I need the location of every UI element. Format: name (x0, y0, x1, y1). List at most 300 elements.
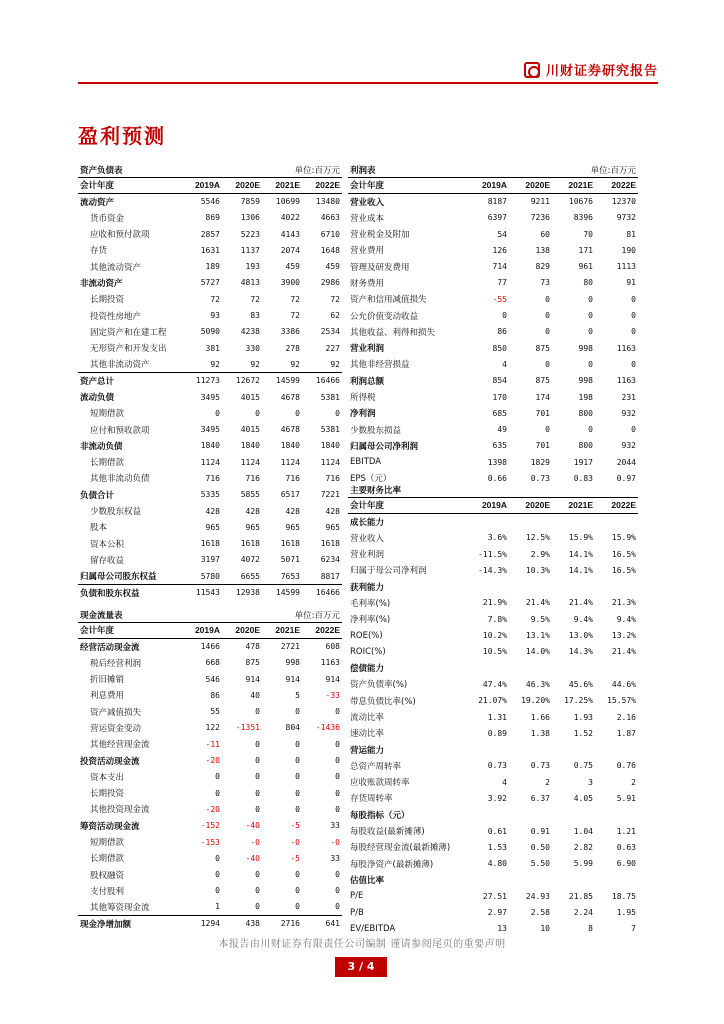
row-label: 每股指标（元） (350, 810, 410, 821)
row-label: ROIC(%) (350, 646, 386, 657)
cell-value: 227 (325, 343, 340, 353)
cell-value: 10.2% (482, 631, 507, 641)
cell-value: 428 (325, 506, 340, 516)
cell-value (466, 741, 509, 757)
row-label: 存货周转率 (350, 794, 393, 805)
table-row (348, 627, 638, 643)
cell-value: 3386 (280, 327, 300, 337)
cell-value: 0 (295, 804, 300, 814)
table-row (78, 487, 342, 503)
cell-value: 14599 (262, 373, 302, 389)
cell-value (552, 872, 595, 888)
row-label: 应收账款周转率 (350, 778, 410, 789)
table-row (78, 671, 342, 687)
cell-value: 1.21 (616, 826, 636, 836)
cell-value: 92 (210, 359, 220, 369)
cell-value: 13.2% (611, 631, 636, 641)
row-label: 公允价值变动收益 (350, 311, 419, 322)
row-label: 估值比率 (350, 875, 385, 886)
cell-value: 72 (290, 311, 300, 321)
cell-value: 1 (215, 902, 220, 912)
cell-value: 33 (330, 821, 340, 831)
cell-value: 875 (535, 376, 550, 386)
cell-value: -40 (245, 821, 260, 831)
cell-value: 1163 (320, 658, 340, 668)
cell-value: 914 (285, 674, 300, 684)
row-label: 偿债能力 (350, 664, 385, 675)
table-row (78, 552, 342, 568)
cell-value: 16466 (302, 584, 342, 600)
row-label: 流动资产 (80, 197, 115, 208)
cell-value (595, 741, 638, 757)
cell-value: 829 (535, 262, 550, 272)
cell-value: 716 (205, 473, 220, 483)
cell-value (466, 660, 509, 676)
row-label: 财务费用 (350, 278, 385, 289)
table-row (348, 611, 638, 627)
cell-value: 0.89 (487, 728, 507, 738)
table-title-row (348, 163, 638, 177)
cell-value: 1.95 (616, 908, 636, 918)
cell-value: -14.3% (478, 565, 507, 575)
cell-value: 10 (540, 924, 550, 934)
cell-value: 18.75 (611, 891, 636, 901)
cell-value: 0.63 (616, 842, 636, 852)
cell-value (509, 872, 552, 888)
row-label: 支付股利 (90, 886, 125, 897)
cell-value: 5546 (200, 197, 220, 207)
cell-value: 714 (492, 262, 507, 272)
cell-value: 5335 (200, 490, 220, 500)
row-label: 资本公积 (90, 539, 125, 550)
cell-value: 668 (205, 658, 220, 668)
cell-value: 0 (295, 772, 300, 782)
cell-value: -40 (245, 853, 260, 863)
cell-value: 5 (295, 690, 300, 700)
table-row (348, 790, 638, 806)
cell-value: 12370 (611, 197, 636, 207)
cell-value: 2 (631, 777, 636, 787)
cell-value: 11273 (182, 373, 222, 389)
row-label: 营业收入 (350, 197, 385, 208)
cell-value: 1917 (573, 457, 593, 467)
table-row (78, 340, 342, 356)
cell-value: 21.4% (611, 647, 636, 657)
cell-value: 716 (285, 473, 300, 483)
cell-value (509, 741, 552, 757)
cell-value: 4678 (280, 392, 300, 402)
cell-value: 875 (535, 343, 550, 353)
cell-value: 0 (588, 294, 593, 304)
cell-value: 965 (205, 522, 220, 532)
cell-value: 0 (295, 756, 300, 766)
cell-value: 21.07% (478, 696, 507, 706)
cell-value: 0 (295, 707, 300, 717)
row-label: 营业收入 (350, 533, 385, 544)
table-row (78, 915, 342, 931)
cell-value: 0 (631, 311, 636, 321)
table-unit: 单位:百万元 (552, 163, 638, 177)
cell-value: 21.85 (568, 891, 593, 901)
cell-value: 428 (285, 506, 300, 516)
cell-value: 5090 (200, 327, 220, 337)
cell-value: 1163 (616, 376, 636, 386)
cell-value: 0 (335, 870, 340, 880)
row-label: 非流动资产 (80, 278, 123, 289)
table-row (348, 725, 638, 741)
cell-value: 0.73 (487, 761, 507, 771)
cell-value: 7236 (530, 213, 550, 223)
row-label: 股权融资 (90, 870, 125, 881)
cell-value: 174 (535, 392, 550, 402)
cell-value: 9.4% (616, 614, 636, 624)
cell-value: 0 (255, 886, 260, 896)
cell-value: 189 (205, 262, 220, 272)
table-row (78, 785, 342, 801)
cell-value: 0 (335, 408, 340, 418)
cell-value: 138 (535, 245, 550, 255)
cell-value: 0 (335, 772, 340, 782)
table-row (348, 676, 638, 692)
cell-value: 0 (255, 408, 260, 418)
row-label: 资本支出 (90, 772, 125, 783)
page-number: 3 / 4 (335, 957, 387, 977)
table-row (348, 709, 638, 725)
cell-value: 0 (631, 359, 636, 369)
cell-value: 2022E (595, 177, 638, 193)
cell-value: -33 (325, 690, 340, 700)
cell-value: 1.53 (487, 842, 507, 852)
cell-value: 1618 (240, 539, 260, 549)
table-row (78, 210, 342, 226)
row-label: 会计年度 (78, 622, 182, 638)
cell-value: 5223 (240, 229, 260, 239)
cell-value: 55 (210, 707, 220, 717)
cell-value: 1.66 (530, 712, 550, 722)
cell-value: 0.50 (530, 842, 550, 852)
cell-value: 2721 (280, 642, 300, 652)
row-label: 资产和信用减值损失 (350, 295, 427, 306)
cell-value: 83 (250, 311, 260, 321)
table-row (78, 703, 342, 719)
cell-value (595, 660, 638, 676)
cell-value: 2019A (182, 177, 222, 193)
cell-value: 70 (583, 229, 593, 239)
table-row (78, 769, 342, 785)
cell-value: 92 (290, 359, 300, 369)
cell-value: 14.0% (525, 647, 550, 657)
cell-value: -20 (205, 804, 220, 814)
cell-value: 6234 (320, 555, 340, 565)
table-row (78, 275, 342, 291)
cell-value: 4143 (280, 229, 300, 239)
table-row (78, 226, 342, 242)
table-row (78, 801, 342, 817)
cell-value: 4813 (240, 278, 260, 288)
cell-value: 0 (215, 886, 220, 896)
cell-value: -153 (200, 837, 220, 847)
cashflow-statement (78, 608, 342, 932)
cell-value: 1631 (200, 245, 220, 255)
cell-value: 804 (285, 723, 300, 733)
row-label: 股本 (90, 523, 108, 534)
table-row (78, 584, 342, 600)
table-row (348, 373, 638, 389)
table-title-row (348, 483, 638, 497)
cell-value: 13.1% (525, 631, 550, 641)
cell-value: 21.4% (568, 598, 593, 608)
cell-value: 0.75 (573, 761, 593, 771)
cell-value: 7221 (320, 490, 340, 500)
cell-value: 60 (540, 229, 550, 239)
cell-value: 9732 (616, 213, 636, 223)
table-row (348, 741, 638, 757)
cell-value: 0 (295, 870, 300, 880)
cell-value: 0 (545, 311, 550, 321)
row-label: 投资性房地产 (90, 311, 142, 322)
cell-value: 0 (215, 853, 220, 863)
cell-value: 0 (335, 902, 340, 912)
cell-value (466, 872, 509, 888)
cell-value: 2074 (280, 245, 300, 255)
company-logo-icon (524, 62, 540, 78)
cell-value: 0 (295, 788, 300, 798)
cell-value: -55 (492, 294, 507, 304)
cell-value: 3.92 (487, 793, 507, 803)
header-row (78, 622, 342, 638)
cell-value: 0.83 (573, 473, 593, 483)
row-label: 其他收益、利得和损失 (350, 327, 436, 338)
cell-value: 21.3% (611, 598, 636, 608)
row-label: 总资产周转率 (350, 761, 402, 772)
page-header (78, 56, 658, 84)
cell-value: 278 (285, 343, 300, 353)
cell-value: 14599 (262, 584, 302, 600)
cell-value: 1.87 (616, 728, 636, 738)
table-row (348, 389, 638, 405)
cell-value: 8 (588, 924, 593, 934)
cell-value (595, 578, 638, 594)
cell-value: 5727 (200, 278, 220, 288)
cell-value: 716 (245, 473, 260, 483)
cell-value: 1618 (200, 539, 220, 549)
cell-value: 16466 (302, 373, 342, 389)
cell-value: 1618 (320, 539, 340, 549)
cell-value: 49 (497, 425, 507, 435)
cell-value: -5 (290, 853, 300, 863)
cell-value: 635 (492, 441, 507, 451)
table-row (78, 291, 342, 307)
cell-value: 15.9% (611, 533, 636, 543)
cell-value: 198 (578, 392, 593, 402)
table-row (348, 258, 638, 274)
cell-value: 0 (255, 870, 260, 880)
table-row (78, 373, 342, 389)
cell-value: 800 (578, 441, 593, 451)
cell-value: 4015 (240, 425, 260, 435)
row-label: 归属于母公司净利润 (350, 566, 427, 577)
table-row (348, 578, 638, 594)
cell-value: 14.3% (568, 647, 593, 657)
row-label: 净利率(%) (350, 615, 391, 626)
cell-value: 2.9% (530, 549, 550, 559)
cell-value: 1840 (200, 441, 220, 451)
row-label: 会计年度 (348, 497, 466, 513)
cell-value: 5.99 (573, 859, 593, 869)
cell-value: 4 (502, 777, 507, 787)
cell-value: 21.4% (525, 598, 550, 608)
row-label: ROE(%) (350, 630, 383, 641)
cell-value: 0 (588, 327, 593, 337)
cell-value: 932 (621, 441, 636, 451)
row-label: 其他经营现金流 (90, 740, 150, 751)
cell-value: 1466 (200, 642, 220, 652)
cell-value: 190 (621, 245, 636, 255)
row-label: 归属母公司净利润 (350, 441, 419, 452)
cell-value: 231 (621, 392, 636, 402)
row-label: 管理及研发费用 (350, 262, 410, 273)
cell-value: 0 (588, 359, 593, 369)
row-label: 负债和股东权益 (78, 584, 182, 600)
cell-value: 478 (245, 642, 260, 652)
cell-value: 0.66 (487, 473, 507, 483)
cell-value: 16.5% (611, 565, 636, 575)
cell-value: 2022E (302, 622, 342, 638)
table-title: 资产负债表 (78, 163, 262, 177)
row-label: 利息费用 (90, 691, 125, 702)
cell-value: 0.76 (616, 761, 636, 771)
row-label: 少数股东权益 (90, 507, 142, 518)
table-row (348, 660, 638, 676)
brand (524, 60, 658, 79)
cell-value: 0 (295, 739, 300, 749)
cell-value: 1648 (320, 245, 340, 255)
cell-value (595, 807, 638, 823)
cell-value: 3.6% (487, 533, 507, 543)
table-row (348, 421, 638, 437)
cell-value: 0 (215, 870, 220, 880)
cell-value: 9.5% (530, 614, 550, 624)
cell-value: 10699 (275, 197, 300, 207)
row-label: EPS（元） (350, 474, 392, 485)
cell-value: 54 (497, 229, 507, 239)
table-row (78, 324, 342, 340)
cell-value: 0 (545, 327, 550, 337)
cell-value: 0 (255, 788, 260, 798)
cell-value: 7.8% (487, 614, 507, 624)
cell-value (466, 807, 509, 823)
table-row (348, 291, 638, 307)
cell-value: 0 (295, 886, 300, 896)
cell-value: 2021E (552, 497, 595, 513)
table-row (348, 888, 638, 904)
cell-value: 15.57% (607, 696, 636, 706)
cell-value: 932 (621, 408, 636, 418)
cell-value: 701 (535, 441, 550, 451)
cell-value: 0 (215, 772, 220, 782)
cell-value: 0.73 (530, 761, 550, 771)
row-label: 负债合计 (80, 490, 115, 501)
cell-value: 2.16 (616, 712, 636, 722)
cell-value: 45.6% (568, 679, 593, 689)
cell-value: 10.5% (482, 647, 507, 657)
table-unit: 单位:百万元 (262, 163, 342, 177)
cell-value: 1.04 (573, 826, 593, 836)
table-row (78, 720, 342, 736)
header-row (348, 497, 638, 513)
cell-value: 2019A (466, 497, 509, 513)
cell-value: 1.31 (487, 712, 507, 722)
row-label: 每股收益(最新摊薄) (350, 827, 425, 838)
table-row (348, 693, 638, 709)
row-label: 营业税金及附加 (350, 230, 410, 241)
cell-value: 0 (255, 804, 260, 814)
cell-value: 171 (578, 245, 593, 255)
cell-value: 0.73 (530, 473, 550, 483)
cell-value: 0 (545, 294, 550, 304)
cell-value: 0 (502, 311, 507, 321)
cell-value: 21.9% (482, 598, 507, 608)
table-row (78, 389, 342, 405)
table-row (78, 193, 342, 209)
table-row (78, 834, 342, 850)
financial-ratios (348, 483, 638, 937)
table-row (78, 736, 342, 752)
cell-value: 2019A (182, 622, 222, 638)
row-label: P/E (350, 891, 364, 902)
row-label: 利润总额 (350, 376, 385, 387)
cell-value: -152 (200, 821, 220, 831)
table-row (348, 530, 638, 546)
row-label: 折旧摊销 (90, 675, 125, 686)
cell-value: 170 (492, 392, 507, 402)
cell-value: 998 (578, 376, 593, 386)
table-row (348, 307, 638, 323)
cell-value: 850 (492, 343, 507, 353)
table-row (348, 454, 638, 470)
cell-value: 0 (255, 739, 260, 749)
cell-value: 330 (245, 343, 260, 353)
row-label: 应付和预收款项 (90, 425, 150, 436)
cell-value: 1.38 (530, 728, 550, 738)
cell-value: 0 (631, 327, 636, 337)
cell-value: 1113 (616, 262, 636, 272)
cell-value: 2.24 (573, 908, 593, 918)
cell-value: 998 (285, 658, 300, 668)
cell-value: 0 (335, 756, 340, 766)
cell-value: 5855 (240, 490, 260, 500)
cell-value: 0 (631, 425, 636, 435)
row-label: 会计年度 (348, 177, 466, 193)
table-unit: 单位:百万元 (262, 608, 342, 622)
cell-value: 0 (335, 707, 340, 717)
cell-value: 91 (626, 278, 636, 288)
cell-value: 428 (245, 506, 260, 516)
row-label: 其他筹资现金流 (90, 902, 150, 913)
cell-value: 72 (250, 294, 260, 304)
cell-value: 914 (325, 674, 340, 684)
cell-value: 608 (325, 642, 340, 652)
table-row (348, 758, 638, 774)
cell-value: 459 (325, 262, 340, 272)
row-label: 其他非流动负债 (90, 474, 150, 485)
cell-value: 3495 (200, 425, 220, 435)
cell-value: 4.80 (487, 859, 507, 869)
cell-value: 2021E (262, 622, 302, 638)
cell-value: 0 (545, 359, 550, 369)
table-row (348, 513, 638, 529)
cell-value: 73 (540, 278, 550, 288)
